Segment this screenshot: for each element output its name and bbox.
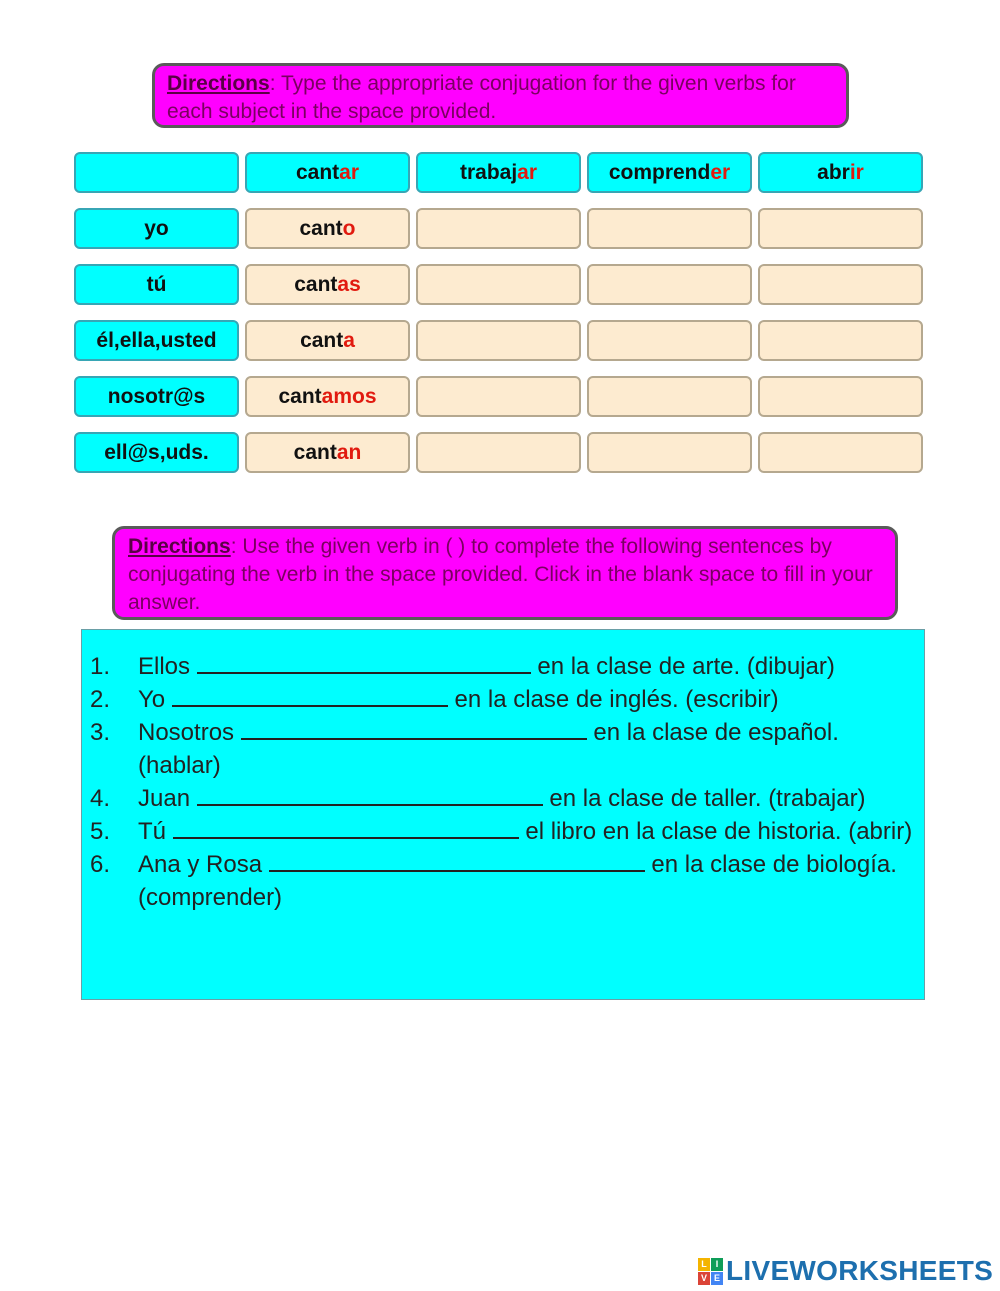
answer-blank[interactable]	[197, 782, 543, 806]
list-item: 1. Ellos en la clase de arte. (dibujar)	[90, 650, 914, 683]
example-cell: cant as	[245, 264, 410, 305]
answer-input[interactable]	[587, 432, 752, 473]
answer-input[interactable]	[416, 320, 581, 361]
answer-input[interactable]	[416, 208, 581, 249]
example-cell: cant o	[245, 208, 410, 249]
answer-input[interactable]	[758, 320, 923, 361]
liveworksheets-logo[interactable]	[698, 1256, 993, 1286]
subject-tu: tú	[74, 264, 239, 305]
answer-input[interactable]	[587, 320, 752, 361]
list-item: 5. Tú el libro en la clase de historia. (abrir)	[90, 815, 914, 848]
list-item: 3. Nosotros en la clase de español. (hablar)	[90, 716, 914, 782]
directions-text: : Use the given verb in ( ) to complete the following sentences by conjugating the verb in the space provided. Click in the blank space to fill in your answer.	[128, 535, 873, 614]
directions-label: Directions	[128, 535, 231, 558]
sentences-box	[81, 629, 925, 1000]
example-cell: cant an	[245, 432, 410, 473]
answer-input[interactable]	[587, 208, 752, 249]
header-cantar: cant ar	[245, 152, 410, 193]
answer-input[interactable]	[758, 376, 923, 417]
table-corner-cell	[74, 152, 239, 193]
directions-label: Directions	[167, 72, 270, 95]
answer-blank[interactable]	[269, 848, 645, 872]
logo-squares-icon: L I V E	[698, 1258, 723, 1285]
directions-text: : Type the appropriate conjugation for the given verbs for each subject in the space provided.	[167, 72, 796, 123]
subject-yo: yo	[74, 208, 239, 249]
answer-input[interactable]	[587, 264, 752, 305]
subject-nosotros: nosotr@s	[74, 376, 239, 417]
directions-box-2	[112, 526, 898, 620]
answer-blank[interactable]	[197, 650, 531, 674]
list-item: 2. Yo en la clase de inglés. (escribir)	[90, 683, 914, 716]
directions-box-1	[152, 63, 849, 128]
header-abrir: abr ir	[758, 152, 923, 193]
list-item: 6. Ana y Rosa en la clase de biología. (comprender)	[90, 848, 914, 914]
answer-input[interactable]	[758, 208, 923, 249]
answer-input[interactable]	[587, 376, 752, 417]
answer-input[interactable]	[416, 376, 581, 417]
answer-blank[interactable]	[173, 815, 519, 839]
answer-blank[interactable]	[172, 683, 448, 707]
subject-el-ella-usted: él,ella,usted	[74, 320, 239, 361]
example-cell: cant a	[245, 320, 410, 361]
example-cell: cant amos	[245, 376, 410, 417]
answer-input[interactable]	[758, 432, 923, 473]
header-comprender: comprend er	[587, 152, 752, 193]
logo-text: LIVEWORKSHEETS	[726, 1255, 994, 1286]
answer-input[interactable]	[416, 432, 581, 473]
answer-blank[interactable]	[241, 716, 587, 740]
answer-input[interactable]	[758, 264, 923, 305]
answer-input[interactable]	[416, 264, 581, 305]
subject-ellos-uds: ell@s,uds.	[74, 432, 239, 473]
header-trabajar: trabaj ar	[416, 152, 581, 193]
list-item: 4. Juan en la clase de taller. (trabajar)	[90, 782, 914, 815]
